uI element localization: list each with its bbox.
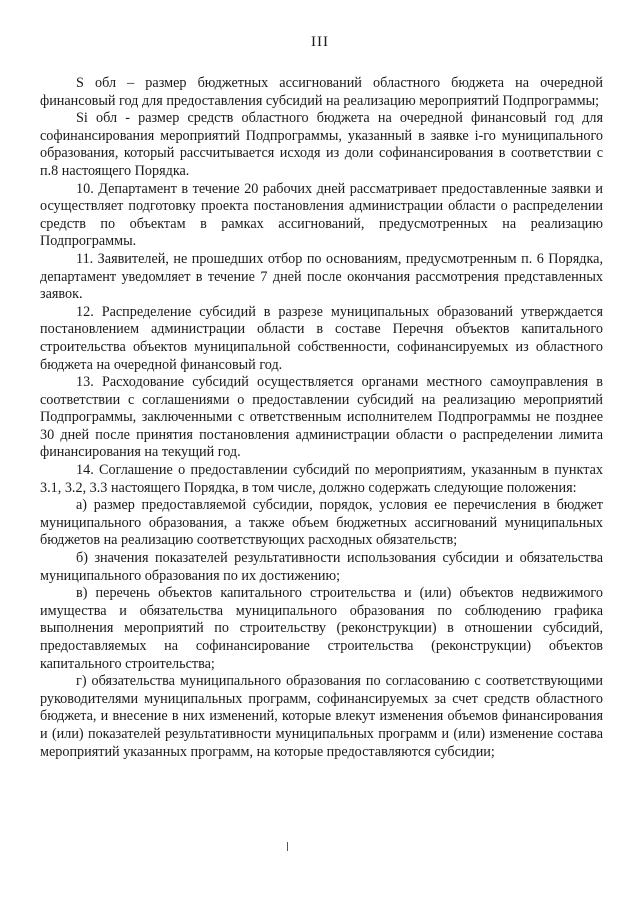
paragraph-s-obl: S обл – размер бюджетных ассигнований областного бюджета на очередной финансовый год для предоставления субсидий на реализацию мероприятий Подпрограммы; — [40, 75, 603, 109]
paragraph-14: 14. Соглашение о предоставлении субсидий по мероприятиям, указанным в пунктах 3.1, 3.2, 3.3 настоящего Порядка, в том числе, должно содержать следующие положения: — [40, 462, 603, 496]
document-body — [40, 75, 603, 761]
paragraph-13: 13. Расходование субсидий осуществляется органами местного самоуправления в соответствии с соглашениями о предоставлении субсидий на реализацию мероприятий Подпрограммы, заключенными с ответственным исполнителем Подпрограммы не позднее 30 дней после принятия постановления администрации области о распределении лимита финансирования на текущий год. — [40, 374, 603, 461]
scan-mark — [287, 842, 288, 851]
paragraph-11: 11. Заявителей, не прошедших отбор по основаниям, предусмотренным п. 6 Порядка, департамент уведомляет в течение 7 дней после окончания рассмотрения представленных заявок. — [40, 250, 603, 303]
paragraph-si-obl: Si обл - размер средств областного бюджета на очередной финансовый год для софинансирования мероприятий Подпрограммы, указанный в заявке i-го муниципального образования, который рассчитывается исходя из доли софинансирования в соответствии с п.8 настоящего Порядка. — [40, 110, 603, 179]
paragraph-12: 12. Распределение субсидий в разрезе муниципальных образований утверждается постановлением администрации области в составе Перечня объектов капитального строительства объектов муниципальной собственности, софинансируемых из областного бюджета на очередной финансовый год. — [40, 303, 603, 373]
page-number: III — [311, 34, 329, 50]
paragraph-14-b: б) значения показателей результативности использования субсидии и обязательства муниципального образования по их достижению; — [40, 550, 603, 584]
paragraph-10: 10. Департамент в течение 20 рабочих дней рассматривает предоставленные заявки и осуществляет подготовку проекта постановления администрации области о распределении средств по объектам в рамках ассигнований, предусмотренных на реализацию Подпрограммы. — [40, 180, 603, 250]
paragraph-14-a: а) размер предоставляемой субсидии, порядок, условия ее перечисления в бюджет муниципального образования, а также объем бюджетных ассигнований муниципальных бюджетов на реализацию соответствующих расходных обязательств; — [40, 497, 603, 549]
paragraph-14-v: в) перечень объектов капитального строительства и (или) объектов недвижимого имущества и обязательства муниципального образования по соблюдению графика выполнения мероприятий по строительству (реконструкции) в отношении субсидий, предоставляемых на софинансирование строительства (реконструкции) объектов капитального строительства; — [40, 585, 603, 672]
paragraph-14-g: г) обязательства муниципального образования по согласованию с соответствующими руководителями муниципальных программ, софинансируемых за счет средств областного бюджета, и внесение в них изменений, которые влекут изменения объемов финансирования и (или) показателей результативности муниципальных программ и (или) изменение состава мероприятий указанных программ, на которые предоставляются субсидии; — [40, 673, 603, 760]
